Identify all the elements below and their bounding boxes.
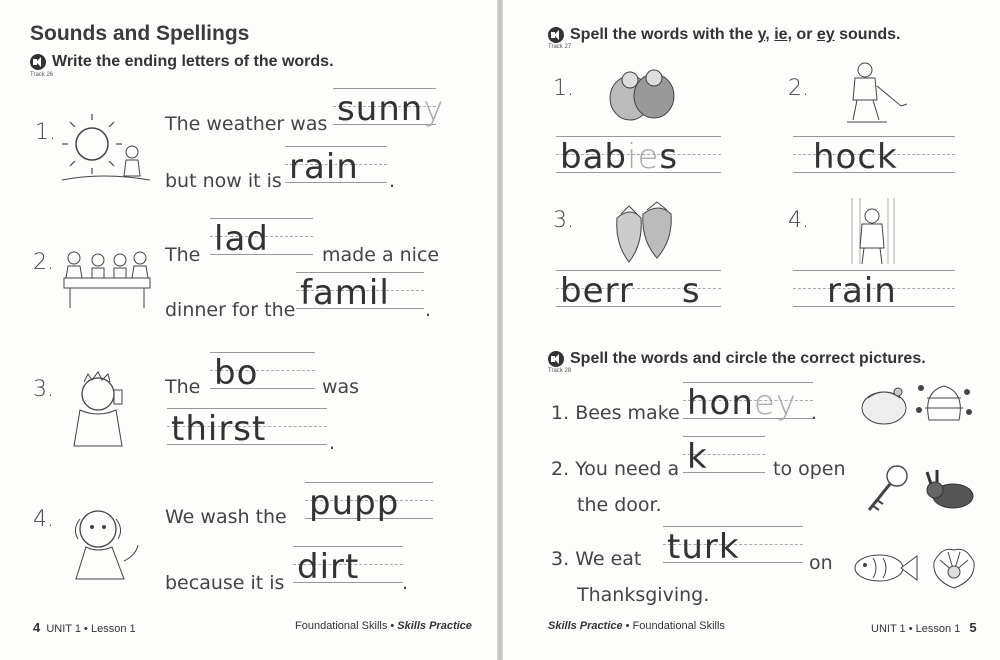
answer-word: k	[687, 437, 708, 477]
sentence-text	[551, 458, 679, 480]
answer-word: bab	[560, 137, 627, 177]
page-number: 5	[969, 620, 977, 635]
audio-speaker-icon[interactable]	[548, 351, 564, 367]
instruction-part: ,	[765, 26, 775, 43]
sentence-part: on	[809, 552, 833, 574]
period: .	[811, 402, 818, 424]
instruction-part: , or	[787, 26, 817, 43]
answer-box[interactable]	[210, 214, 313, 262]
ghost-letters: y	[423, 89, 445, 129]
item-number: 3.	[551, 548, 570, 570]
item-number: 2.	[788, 76, 809, 101]
answer-word: berr	[560, 271, 634, 311]
sentence-part: the door.	[577, 494, 662, 516]
page-footer	[33, 620, 136, 635]
answer-word: thirst	[171, 409, 267, 449]
footer-series	[548, 620, 725, 632]
honey-pot-illustration[interactable]	[858, 382, 910, 426]
hockey-player-illustration	[843, 60, 907, 128]
instruction	[548, 26, 900, 44]
period: .	[389, 170, 396, 192]
sentence-part: You need a	[575, 458, 680, 480]
answer-word-end: s	[659, 137, 679, 177]
answer-word-end: s	[681, 271, 701, 311]
answer-word: bo	[214, 353, 259, 393]
answer-word: famil	[300, 273, 390, 313]
answer-box[interactable]	[793, 266, 955, 314]
answer-box[interactable]	[793, 132, 955, 180]
family-dinner-illustration	[60, 244, 152, 310]
turkey-illustration[interactable]	[928, 542, 980, 594]
answer-box[interactable]	[663, 522, 803, 570]
audio-speaker-icon[interactable]	[548, 27, 564, 43]
sentence-part: Bees make	[575, 402, 680, 424]
instruction-text	[570, 26, 900, 44]
answer-word: rain	[827, 271, 897, 311]
sentence-text: We wash the	[165, 506, 287, 528]
answer-word: hon	[687, 383, 754, 423]
answer-box[interactable]	[556, 266, 721, 314]
series-text: • Foundational Skills	[622, 620, 725, 632]
series-title: Skills Practice	[397, 620, 472, 632]
instruction	[30, 53, 334, 71]
answer-box[interactable]	[305, 478, 433, 526]
sentence-part: to open	[773, 458, 846, 480]
rabbit-illustration[interactable]	[921, 470, 977, 512]
sentence-text	[551, 548, 641, 570]
answer-word: lad	[214, 219, 269, 259]
key-illustration[interactable]	[863, 462, 911, 516]
answer-word: turk	[667, 527, 740, 567]
answer-word: dirt	[297, 547, 360, 587]
sun-girl-illustration	[62, 112, 150, 184]
period: .	[402, 572, 409, 594]
unit-label: UNIT 1 • Lesson 1	[871, 623, 961, 635]
fish-illustration[interactable]	[851, 548, 919, 588]
sentence-text: because it is	[165, 572, 285, 594]
answer-box[interactable]	[683, 378, 813, 426]
instruction-part: sounds.	[834, 26, 901, 43]
instruction-part: Spell the words with the	[570, 26, 758, 43]
page-footer	[871, 620, 977, 635]
item-number: 2.	[551, 458, 570, 480]
track-label: Track 26	[30, 72, 54, 78]
footer-series	[295, 620, 472, 632]
item-number: 4.	[788, 208, 809, 233]
sentence-part: Thanksgiving.	[577, 584, 710, 606]
sentence-part: We eat	[575, 548, 642, 570]
answer-box[interactable]	[167, 404, 327, 452]
instruction-text: Spell the words and circle the correct pictures.	[570, 350, 926, 367]
instruction-text: Write the ending letters of the words.	[52, 53, 334, 70]
answer-box[interactable]	[333, 84, 445, 132]
instruction	[548, 350, 926, 368]
sentence-text: but now it is	[165, 170, 282, 192]
sound-y: y	[757, 26, 766, 43]
sentence-text: dinner for the	[165, 299, 296, 321]
answer-box[interactable]	[683, 432, 765, 480]
rainy-girl-illustration	[848, 198, 898, 268]
sentence-text	[551, 402, 680, 424]
answer-box[interactable]	[210, 348, 315, 396]
track-label: Track 27	[548, 44, 572, 50]
babies-illustration	[606, 64, 678, 124]
sentence-text: was	[322, 376, 360, 398]
puppy-illustration	[68, 505, 144, 585]
series-text: Foundational Skills •	[295, 620, 398, 632]
answer-word: hock	[813, 137, 898, 177]
item-number: 1.	[553, 76, 574, 101]
item-number: 4.	[33, 507, 54, 532]
page-number: 4	[33, 620, 41, 635]
answer-box[interactable]	[285, 142, 387, 190]
ghost-letters: ey	[753, 383, 797, 423]
sentence-text: The weather was	[165, 113, 328, 135]
answer-box[interactable]	[293, 542, 403, 590]
item-number: 3.	[553, 208, 574, 233]
item-number: 1.	[35, 120, 56, 145]
boy-drinking-illustration	[70, 368, 140, 450]
beehive-illustration[interactable]	[915, 380, 973, 428]
period: .	[425, 299, 432, 321]
audio-speaker-icon[interactable]	[30, 54, 46, 70]
strawberries-illustration	[613, 200, 675, 266]
sentence-text: The	[165, 376, 201, 398]
sentence-text: The	[165, 244, 201, 266]
page-title: Sounds and Spellings	[30, 22, 250, 45]
series-title: Skills Practice	[548, 620, 623, 632]
sound-ey: ey	[816, 26, 835, 43]
left-page	[0, 0, 497, 660]
answer-box[interactable]	[556, 132, 721, 180]
item-number: 3.	[33, 377, 54, 402]
item-number: 1.	[551, 402, 570, 424]
answer-word: pupp	[309, 483, 400, 523]
right-page	[503, 0, 1000, 660]
answer-word: sunn	[337, 89, 424, 129]
ghost-letters: ie	[627, 137, 660, 177]
answer-word: rain	[289, 147, 359, 187]
sentence-text: made a nice	[322, 244, 440, 266]
answer-box[interactable]	[296, 268, 424, 316]
unit-label: UNIT 1 • Lesson 1	[46, 623, 136, 635]
track-label: Track 28	[548, 368, 572, 374]
sound-ie: ie	[774, 26, 788, 43]
item-number: 2.	[33, 250, 54, 275]
period: .	[329, 432, 336, 454]
